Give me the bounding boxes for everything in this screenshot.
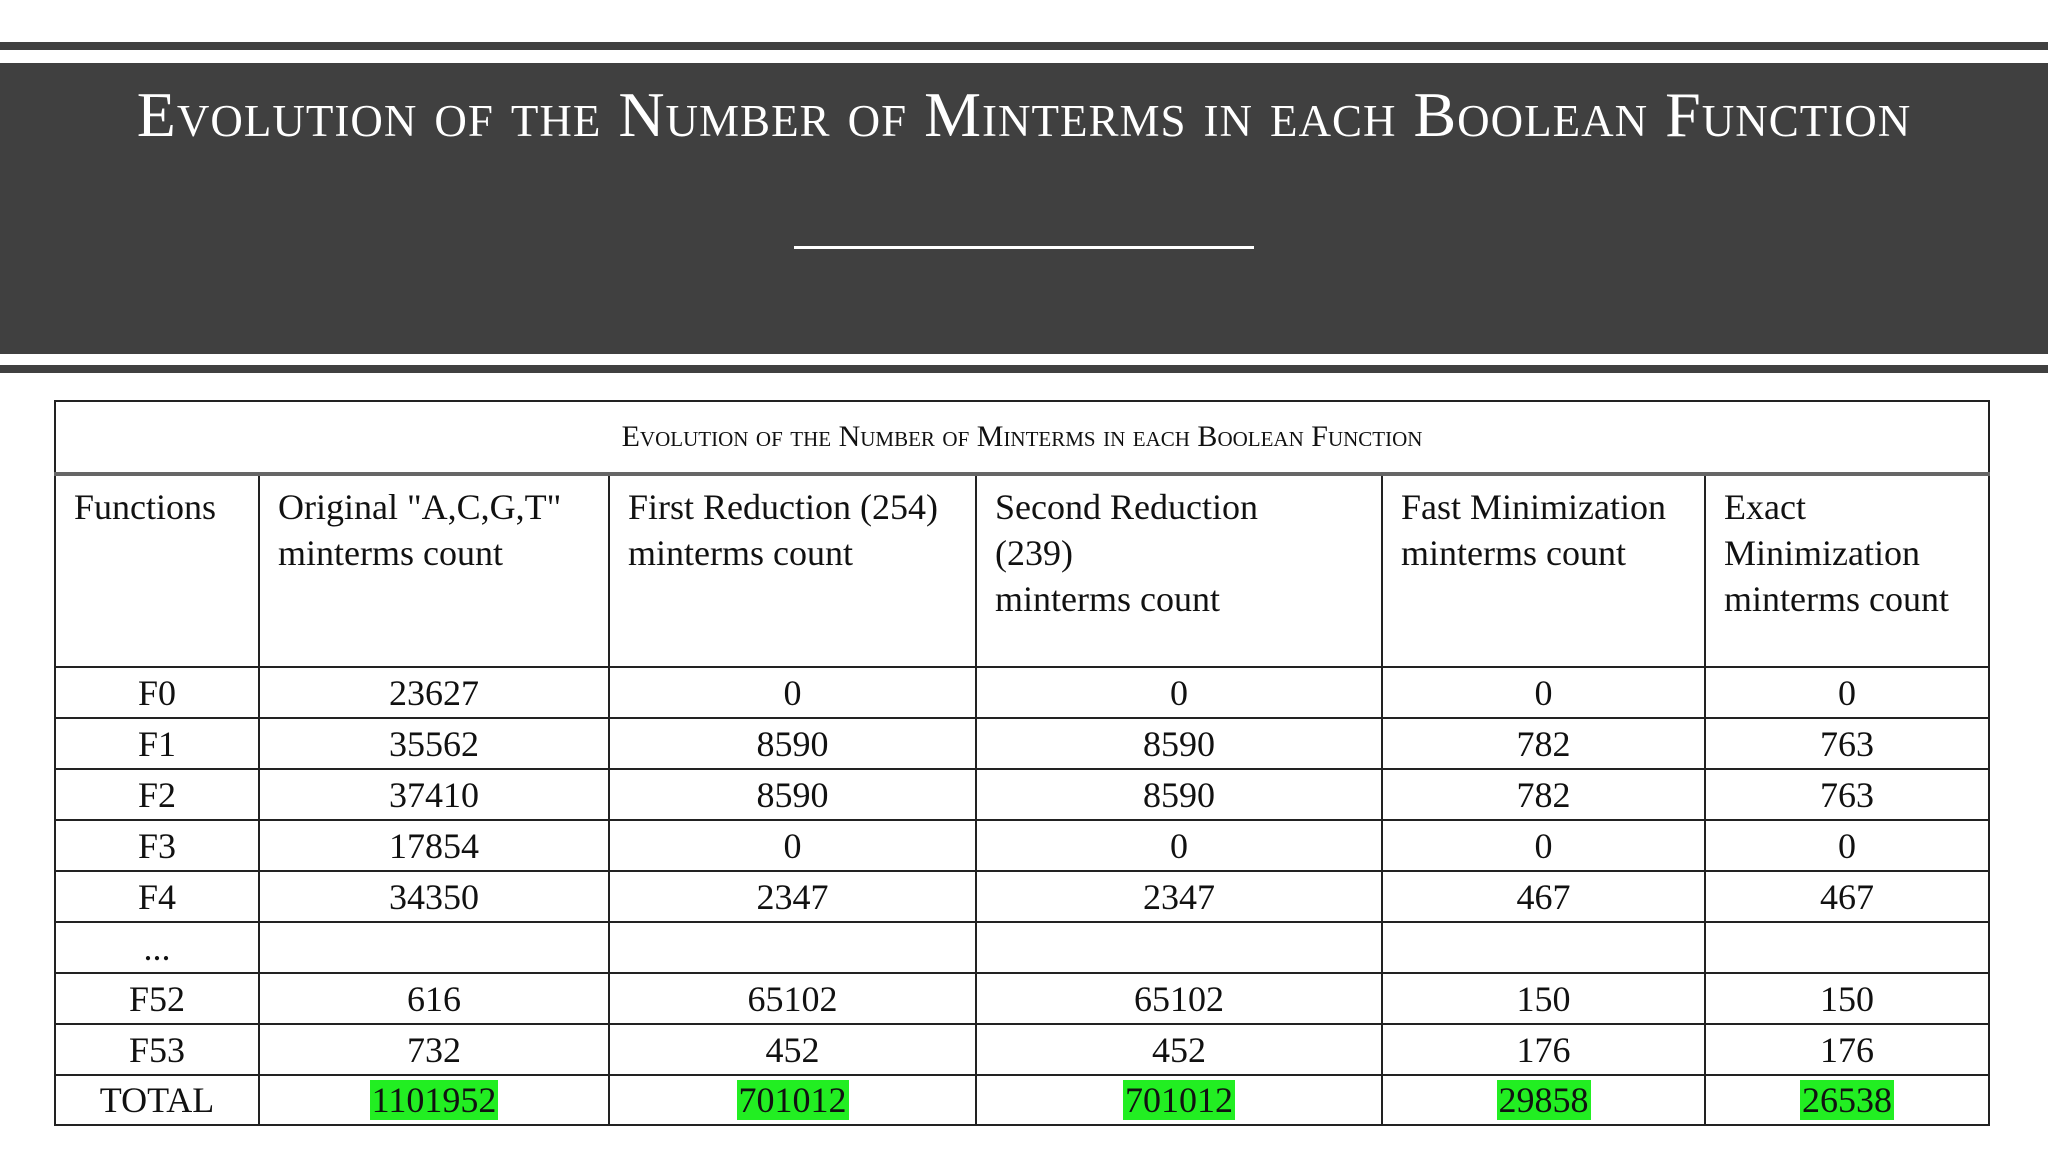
function-name-cell: F53 xyxy=(55,1024,259,1075)
table-header-row xyxy=(55,474,1989,667)
minterm-count-cell: 65102 xyxy=(609,973,976,1024)
column-header: Fast Minimization minterms count xyxy=(1382,474,1705,667)
minterm-count-cell: 8590 xyxy=(976,769,1382,820)
table-row xyxy=(55,973,1989,1024)
minterm-count-cell: 150 xyxy=(1705,973,1989,1024)
total-value-cell xyxy=(1382,1075,1705,1125)
column-header: Second Reduction (239) minterms count xyxy=(976,474,1382,667)
column-header: Functions xyxy=(55,474,259,667)
function-name-cell: F3 xyxy=(55,820,259,871)
minterm-count-cell xyxy=(976,922,1382,973)
function-name-cell: F0 xyxy=(55,667,259,718)
total-value-cell xyxy=(259,1075,609,1125)
minterm-count-cell: 176 xyxy=(1705,1024,1989,1075)
minterm-count-cell: 0 xyxy=(609,820,976,871)
minterm-count-cell: 65102 xyxy=(976,973,1382,1024)
column-header: Original "A,C,G,T" minterms count xyxy=(259,474,609,667)
table-row xyxy=(55,871,1989,922)
total-row xyxy=(55,1075,1989,1125)
minterm-count-cell xyxy=(1705,922,1989,973)
total-value-cell xyxy=(609,1075,976,1125)
minterm-count-cell: 37410 xyxy=(259,769,609,820)
minterm-count-cell: 0 xyxy=(609,667,976,718)
minterm-count-cell: 782 xyxy=(1382,769,1705,820)
table-caption-row xyxy=(55,401,1989,474)
function-name-cell: F52 xyxy=(55,973,259,1024)
minterm-count-cell: 35562 xyxy=(259,718,609,769)
minterm-count-cell: 732 xyxy=(259,1024,609,1075)
total-value-cell xyxy=(976,1075,1382,1125)
minterm-count-cell: 0 xyxy=(976,820,1382,871)
minterm-count-cell: 782 xyxy=(1382,718,1705,769)
table-caption: Evolution of the Number of Minterms in each Boolean Function xyxy=(55,401,1989,474)
minterm-count-cell: 616 xyxy=(259,973,609,1024)
highlighted-total: 29858 xyxy=(1498,1080,1589,1120)
slide-title: Evolution of the Number of Minterms in each Boolean Function xyxy=(136,79,1912,150)
minterm-count-cell: 150 xyxy=(1382,973,1705,1024)
highlighted-total: 701012 xyxy=(738,1080,847,1120)
minterm-count-cell: 2347 xyxy=(609,871,976,922)
minterm-count-cell: 763 xyxy=(1705,718,1989,769)
highlighted-total: 701012 xyxy=(1125,1080,1233,1120)
minterm-count-cell: 8590 xyxy=(609,718,976,769)
table-row xyxy=(55,820,1989,871)
column-header: First Reduction (254) minterms count xyxy=(609,474,976,667)
minterm-count-cell: 0 xyxy=(976,667,1382,718)
top-stripe-upper xyxy=(0,42,2048,50)
minterms-table xyxy=(54,400,1990,1126)
minterm-count-cell: 2347 xyxy=(976,871,1382,922)
minterm-count-cell: 176 xyxy=(1382,1024,1705,1075)
column-header: Exact Minimization minterms count xyxy=(1705,474,1989,667)
minterm-count-cell: 467 xyxy=(1382,871,1705,922)
highlighted-total: 1101952 xyxy=(371,1080,497,1120)
table-row xyxy=(55,769,1989,820)
title-underline xyxy=(794,246,1254,249)
minterm-count-cell: 34350 xyxy=(259,871,609,922)
minterm-count-cell: 467 xyxy=(1705,871,1989,922)
minterm-count-cell: 23627 xyxy=(259,667,609,718)
minterm-count-cell xyxy=(259,922,609,973)
minterm-count-cell xyxy=(609,922,976,973)
minterm-count-cell: 0 xyxy=(1705,820,1989,871)
highlighted-total: 26538 xyxy=(1802,1080,1893,1120)
table-row xyxy=(55,667,1989,718)
minterm-count-cell: 452 xyxy=(609,1024,976,1075)
function-name-cell: ... xyxy=(55,922,259,973)
minterm-count-cell: 8590 xyxy=(976,718,1382,769)
minterm-count-cell: 8590 xyxy=(609,769,976,820)
minterm-count-cell xyxy=(1382,922,1705,973)
total-value-cell xyxy=(1705,1075,1989,1125)
table-row xyxy=(55,718,1989,769)
minterm-count-cell: 0 xyxy=(1382,667,1705,718)
function-name-cell: F2 xyxy=(55,769,259,820)
function-name-cell: F1 xyxy=(55,718,259,769)
minterm-count-cell: 763 xyxy=(1705,769,1989,820)
minterm-count-cell: 17854 xyxy=(259,820,609,871)
table-row xyxy=(55,1024,1989,1075)
minterm-count-cell: 0 xyxy=(1705,667,1989,718)
total-label: TOTAL xyxy=(55,1075,259,1125)
minterm-count-cell: 452 xyxy=(976,1024,1382,1075)
table-row xyxy=(55,922,1989,973)
minterm-count-cell: 0 xyxy=(1382,820,1705,871)
function-name-cell: F4 xyxy=(55,871,259,922)
top-stripe-lower xyxy=(0,365,2048,373)
